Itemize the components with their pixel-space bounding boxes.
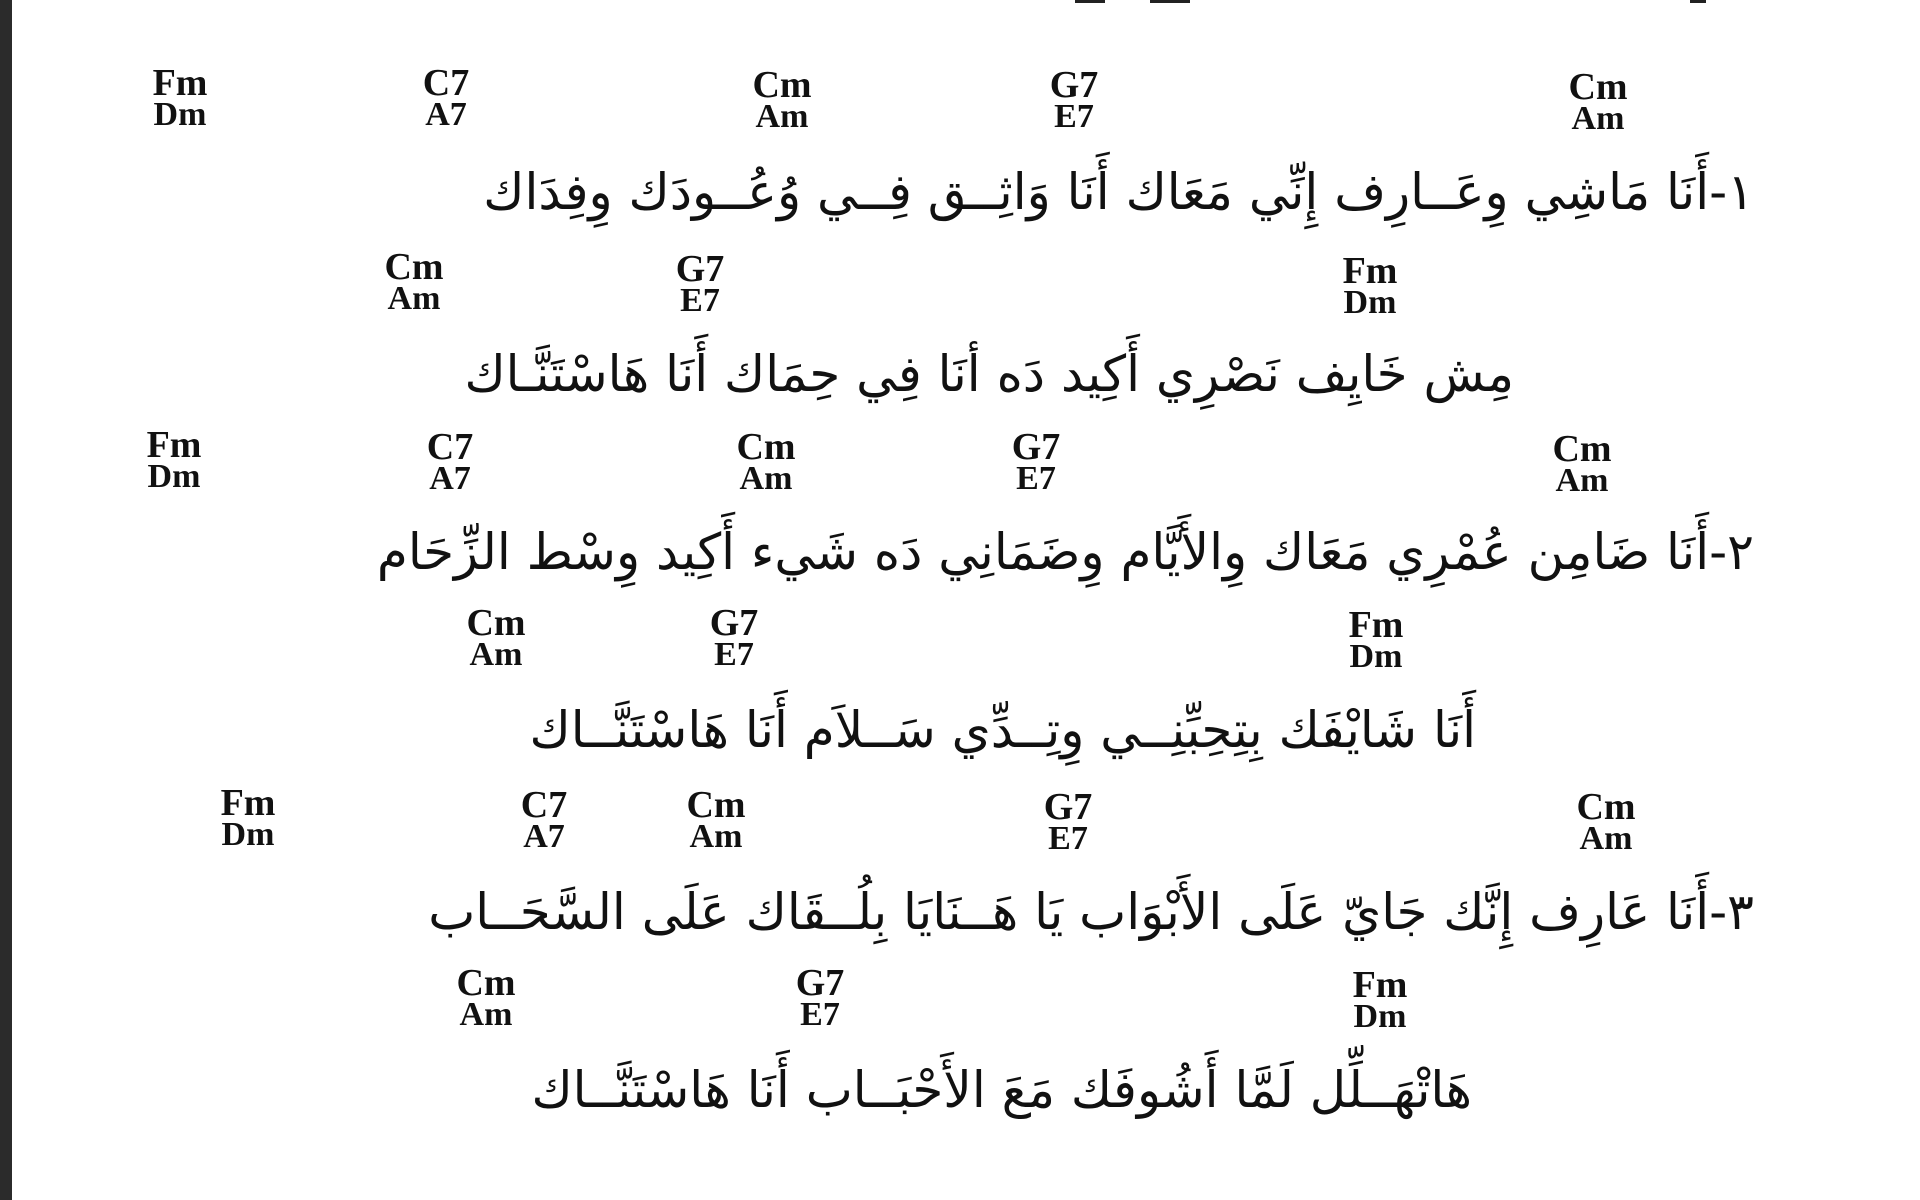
lyric-line: ٣-أَنَا عَارِف إِنَّك جَايّ عَلَى الأَبْوَاب يَا هَــنَايَا بِلُــقَاك عَلَى السَّحَــاب <box>428 883 1754 941</box>
chord-name: C7 <box>426 426 474 468</box>
chord-name: G7 <box>1049 64 1099 106</box>
chord <box>135 62 225 133</box>
chord <box>1325 250 1415 321</box>
lyric-line: مِش خَايِف نَصْرِي أَكِيد دَه أنَا فِي حِمَاك أَنَا هَاسْتَنَّـاك <box>464 345 1514 403</box>
chord <box>129 424 219 495</box>
chord <box>655 248 745 319</box>
song-sheet <box>14 0 1904 1200</box>
chord-alt: E7 <box>1016 460 1056 497</box>
chord-alt: Am <box>387 280 441 317</box>
chord-alt: E7 <box>1054 98 1094 135</box>
chord-name: Cm <box>466 602 526 644</box>
chord-name: Fm <box>220 782 276 824</box>
lyric-line: أَنَا شَايْفَك بِتِحِبِّنِــي وِتِــدِّي سَــلاَم أَنَا هَاسْتَنَّــاك <box>529 701 1476 759</box>
chord-alt: Am <box>1571 100 1625 137</box>
chord-alt: Am <box>755 98 809 135</box>
chord <box>1335 964 1425 1035</box>
window-left-edge <box>0 0 12 1200</box>
chord-name: Fm <box>152 62 208 104</box>
chord-alt: Am <box>459 996 513 1033</box>
chord-name: Cm <box>384 246 444 288</box>
chord <box>441 962 531 1033</box>
chord-alt: Am <box>739 460 793 497</box>
lyric-line: ١-أَنَا مَاشِي وِعَــارِف إِنِّي مَعَاك أَنَا وَاثِــق فِــي وُعُــودَك وِفِدَاك <box>483 163 1754 221</box>
chord <box>1561 786 1651 857</box>
chord <box>1029 64 1119 135</box>
chord <box>1023 786 1113 857</box>
chord <box>671 784 761 855</box>
chord-name: G7 <box>1011 426 1061 468</box>
chord-alt: E7 <box>800 996 840 1033</box>
chord <box>499 784 589 855</box>
lyric-line: هَاتْهَــلِّل لَمَّا أَشُوفَك مَعَ الأَحْبَــاب أَنَا هَاسْتَنَّــاك <box>531 1061 1472 1119</box>
chord <box>991 426 1081 497</box>
chord-alt: Am <box>689 818 743 855</box>
chord <box>451 602 541 673</box>
chord-name: Cm <box>1576 786 1636 828</box>
chord-name: Cm <box>686 784 746 826</box>
chord-name: Fm <box>1342 250 1398 292</box>
chord-name: G7 <box>709 602 759 644</box>
chord-name: Cm <box>1568 66 1628 108</box>
chord-name: C7 <box>520 784 568 826</box>
chord <box>1553 66 1643 137</box>
chord <box>401 62 491 133</box>
chord-name: G7 <box>795 962 845 1004</box>
chord-alt: Dm <box>1343 284 1397 321</box>
chord-alt: Am <box>1555 462 1609 499</box>
chord <box>737 64 827 135</box>
chord-alt: A7 <box>429 460 471 497</box>
chord-alt: Am <box>469 636 523 673</box>
chord-name: G7 <box>675 248 725 290</box>
chord-name: Fm <box>1348 604 1404 646</box>
chord-alt: A7 <box>523 818 565 855</box>
chord-alt: E7 <box>680 282 720 319</box>
chord-name: G7 <box>1043 786 1093 828</box>
chord-alt: Dm <box>1353 998 1407 1035</box>
chord <box>369 246 459 317</box>
chord-alt: Dm <box>1349 638 1403 675</box>
chord-alt: Dm <box>153 96 207 133</box>
chord <box>405 426 495 497</box>
chord-name: Fm <box>1352 964 1408 1006</box>
chord-name: Cm <box>736 426 796 468</box>
chord-name: Cm <box>752 64 812 106</box>
lyric-line: ٢-أَنَا ضَامِن عُمْرِي مَعَاك وِالأَيَّام وِضَمَانِي دَه شَيء أَكِيد وِسْط الزِّحَام <box>376 523 1754 581</box>
chord-name: Fm <box>146 424 202 466</box>
chord-alt: Am <box>1579 820 1633 857</box>
chord-alt: Dm <box>147 458 201 495</box>
chord-name: C7 <box>422 62 470 104</box>
chord-alt: A7 <box>425 96 467 133</box>
chord <box>203 782 293 853</box>
chord-alt: E7 <box>1048 820 1088 857</box>
chord <box>775 962 865 1033</box>
chord <box>689 602 779 673</box>
chord <box>1537 428 1627 499</box>
chord-name: Cm <box>1552 428 1612 470</box>
chord-name: Cm <box>456 962 516 1004</box>
chord <box>1331 604 1421 675</box>
chord-alt: E7 <box>714 636 754 673</box>
chord-alt: Dm <box>221 816 275 853</box>
chord <box>721 426 811 497</box>
